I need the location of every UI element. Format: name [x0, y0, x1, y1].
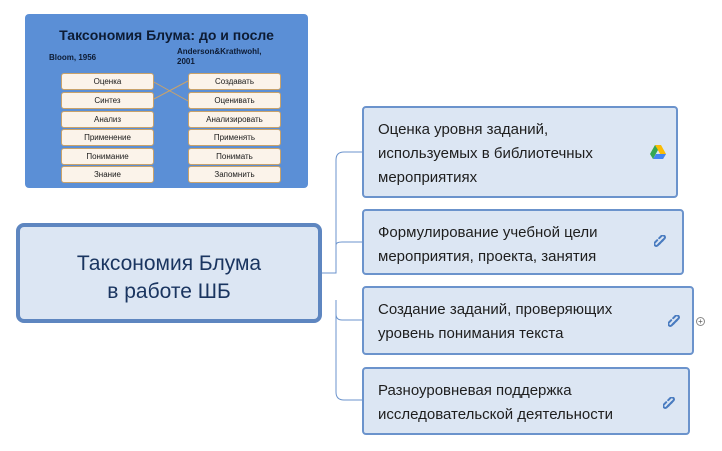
google-drive-icon[interactable]	[650, 145, 666, 159]
branch-text: Разноуровневая поддержка исследовательской деятельности	[378, 382, 613, 423]
revised-level-4: Применять	[188, 129, 281, 146]
bloom-level-6: Знание	[61, 166, 154, 183]
revised-level-5: Понимать	[188, 148, 281, 165]
anderson-krathwohl-text: Anderson&Krathwohl, 2001	[177, 47, 262, 66]
revised-level-2: Оценивать	[188, 92, 281, 109]
branch-research-support[interactable]	[362, 367, 690, 435]
link-icon[interactable]	[668, 315, 682, 329]
branch-learning-goals[interactable]	[362, 209, 684, 275]
central-topic-text: Таксономия Блума в работе ШБ	[76, 252, 262, 303]
panel-title: Таксономия Блума: до и после	[59, 27, 274, 43]
revised-level-6: Запомнить	[188, 166, 281, 183]
bloom-level-3: Анализ	[61, 111, 154, 128]
bloom-level-5: Понимание	[61, 148, 154, 165]
link-icon[interactable]	[654, 235, 668, 249]
branch-evaluate-tasks[interactable]	[362, 106, 678, 198]
branch-text: Создание заданий, проверяющих уровень понимания текста	[378, 301, 613, 342]
bloom-level-2: Синтез	[61, 92, 154, 109]
bloom-level-4: Применение	[61, 129, 154, 146]
revised-level-1: Создавать	[188, 73, 281, 90]
branch-text: Оценка уровня заданий, используемых в библиотечных мероприятиях	[378, 121, 593, 186]
central-topic[interactable]	[16, 223, 322, 323]
bloom-level-1: Оценка	[61, 73, 154, 90]
revised-level-3: Анализировать	[188, 111, 281, 128]
link-icon[interactable]	[663, 397, 677, 411]
branch-text: Формулирование учебной цели мероприятия, проекта, занятия	[378, 224, 598, 265]
bloom-1956-label: Bloom, 1956	[49, 53, 97, 62]
branch-comprehension-tasks[interactable]	[362, 286, 694, 355]
expand-icon[interactable]: +	[696, 317, 705, 326]
